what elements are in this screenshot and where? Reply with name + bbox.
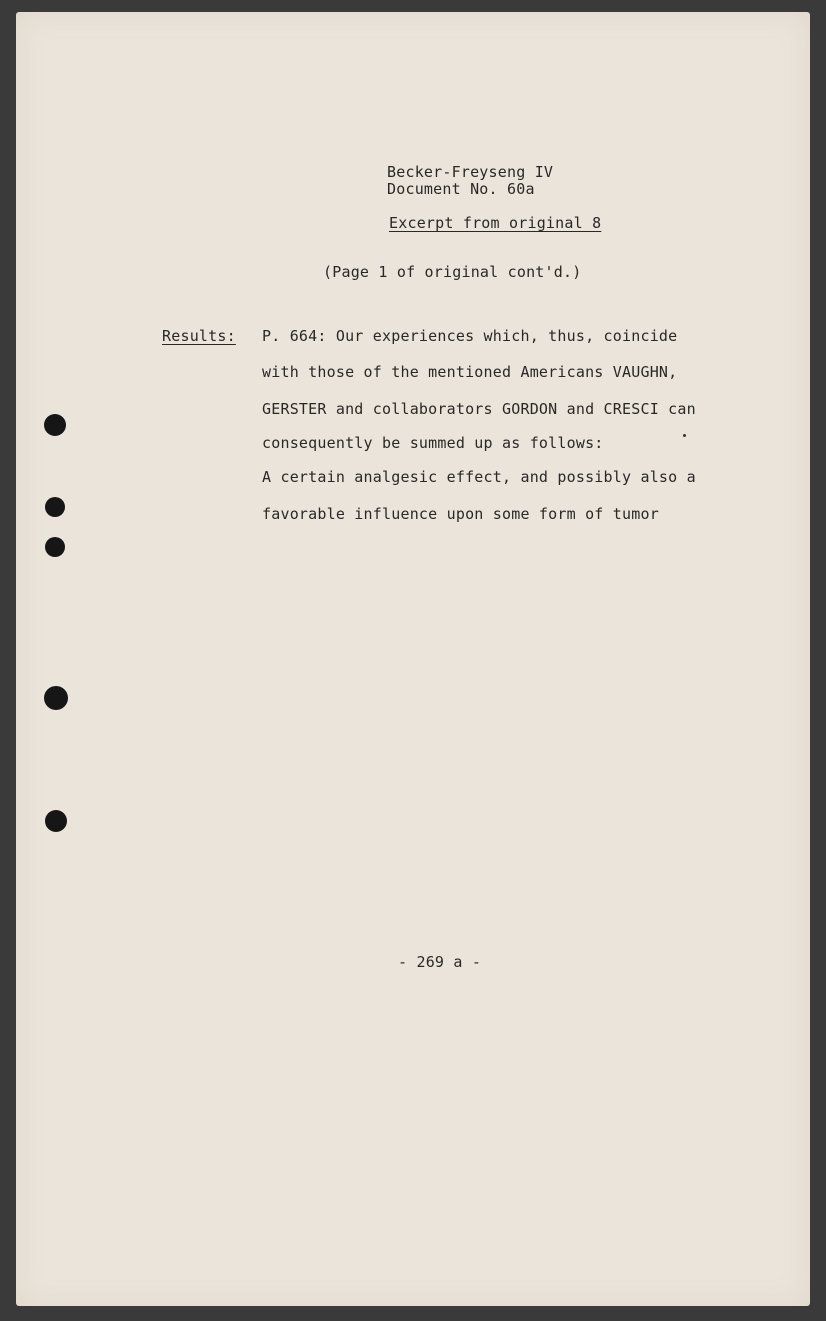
punch-hole (45, 810, 67, 832)
header-line-1: Becker-Freyseng IV (387, 163, 554, 181)
ink-speck (683, 434, 686, 437)
body-line: GERSTER and collaborators GORDON and CRESCI can (262, 400, 696, 418)
body-line: consequently be summed up as follows: (262, 434, 604, 452)
punch-hole (45, 497, 65, 517)
body-line: A certain analgesic effect, and possibly also a (262, 468, 696, 486)
page-number: - 269 a - (398, 953, 482, 971)
header-line-2: Document No. 60a (387, 180, 535, 198)
body-line: favorable influence upon some form of tumor (262, 505, 659, 523)
document-page (16, 12, 810, 1306)
page-note: (Page 1 of original cont'd.) (323, 263, 582, 281)
punch-hole (44, 414, 66, 436)
results-label: Results: (162, 327, 236, 345)
body-line: P. 664: Our experiences which, thus, coincide (262, 327, 678, 345)
body-line: with those of the mentioned Americans VAUGHN, (262, 363, 678, 381)
torn-edge (810, 542, 826, 722)
excerpt-heading: Excerpt from original 8 (389, 214, 602, 232)
punch-hole (44, 686, 68, 710)
punch-hole (45, 537, 65, 557)
